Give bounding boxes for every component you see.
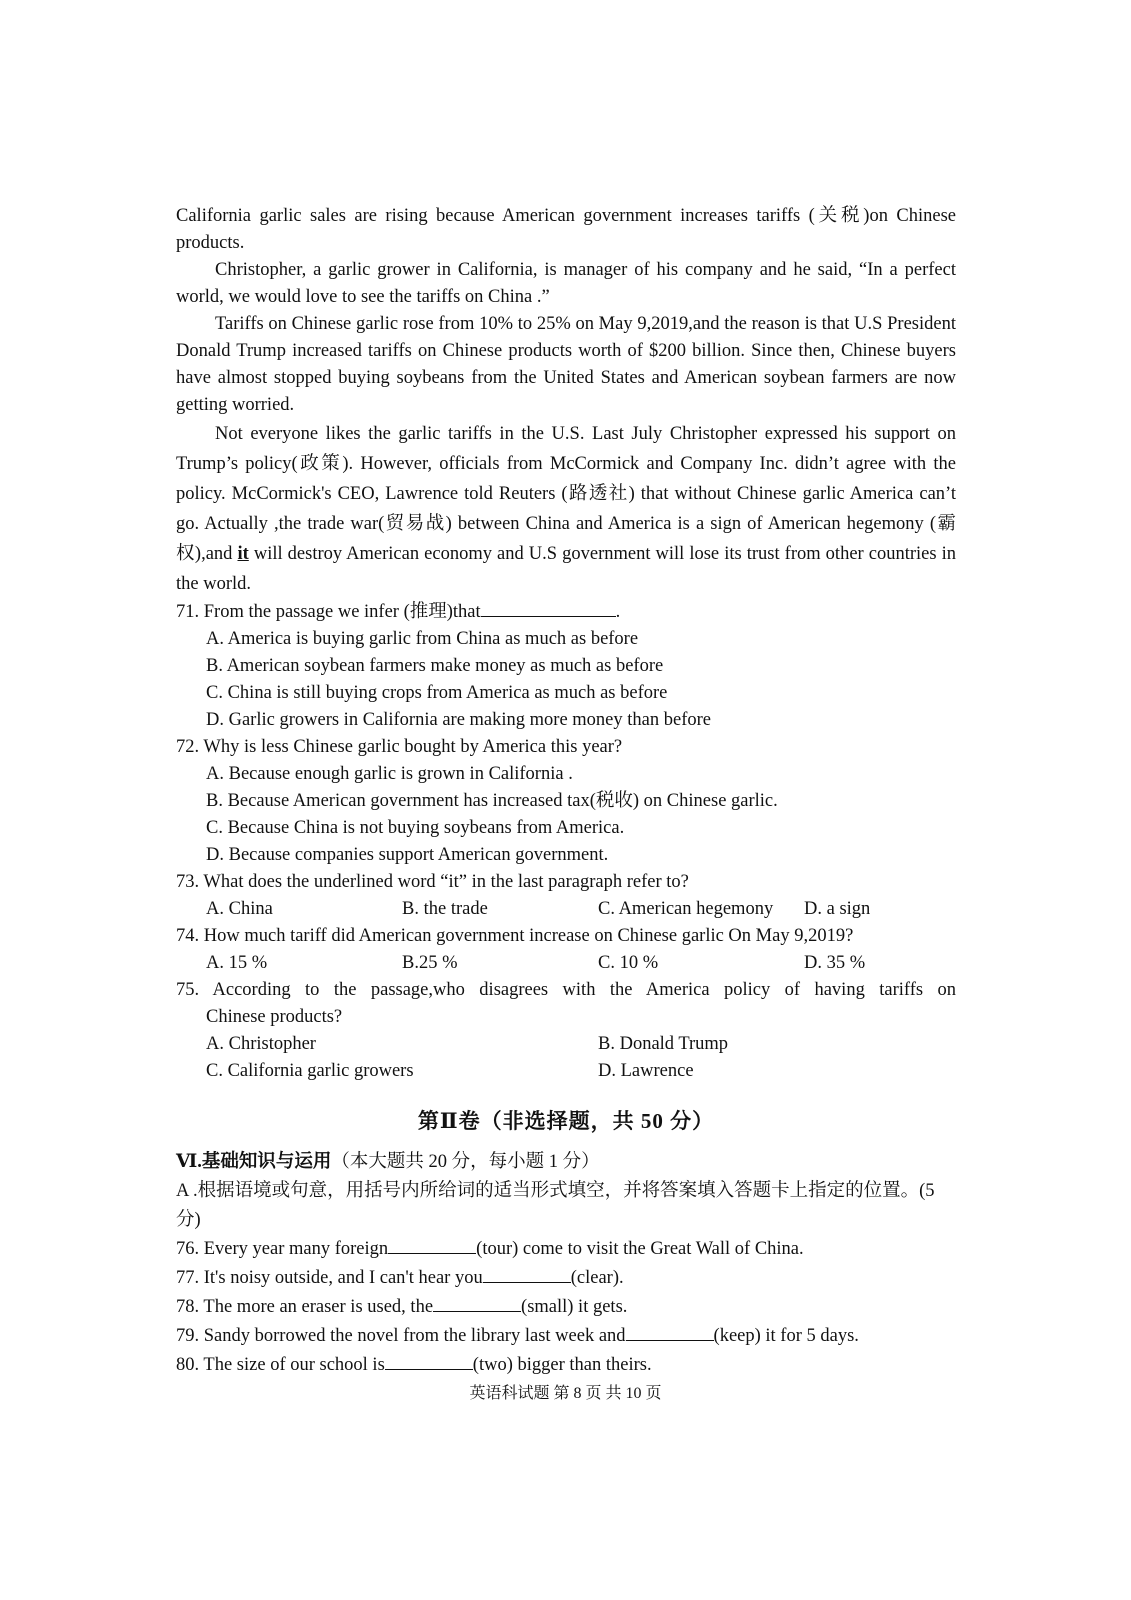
fill-question-80-text-a: 80. The size of our school is	[176, 1355, 385, 1375]
answer-blank	[388, 1236, 476, 1254]
question-71-option-a: A. America is buying garlic from China as much as before	[206, 629, 639, 649]
question-73-stem: 73. What does the underlined word “it” in the last paragraph refer to?	[176, 872, 689, 892]
question-73-options	[176, 896, 956, 923]
part-a-instruction: A .根据语境或句意，用括号内所给词的适当形式填空，并将答案填入答题卡上指定的位置。(5 分)	[176, 1181, 935, 1230]
question-75-options-row-2	[176, 1058, 956, 1085]
fill-question-77-text-a: 77. It's noisy outside, and I can't hear you	[176, 1268, 483, 1288]
question-73-option-d: D. a sign	[804, 899, 871, 919]
question-75-stem-line-2: Chinese products?	[206, 1007, 343, 1027]
question-71	[176, 599, 956, 734]
fill-question-78-text-a: 78. The more an eraser is used, the	[176, 1297, 434, 1317]
fill-question-77-text-b: (clear).	[570, 1268, 624, 1288]
answer-blank	[385, 1352, 473, 1370]
page-content	[176, 203, 956, 1380]
part-vi-heading-rest: （本大题共 20 分，每小题 1 分）	[331, 1152, 600, 1172]
answer-blank	[626, 1323, 714, 1341]
question-74-option-b: B.25 %	[402, 953, 458, 973]
question-71-stem-text: 71. From the passage we infer (推理)that	[176, 602, 481, 622]
question-73-option-a: A. China	[206, 899, 273, 919]
question-73	[176, 869, 956, 923]
answer-blank	[433, 1294, 521, 1312]
fill-question-78-text-b: (small) it gets.	[521, 1297, 628, 1317]
question-72-option-b: B. Because American government has increased tax(税收) on Chinese garlic.	[206, 791, 778, 811]
part-vi-heading	[176, 1148, 956, 1177]
question-74	[176, 923, 956, 977]
answer-blank	[481, 599, 616, 617]
fill-question-79	[176, 1322, 956, 1351]
fill-question-76	[176, 1235, 956, 1264]
question-72-option-a: A. Because enough garlic is grown in California .	[206, 764, 573, 784]
section-2-title: 第Ⅱ卷（非选择题，共 50 分）	[417, 1109, 715, 1133]
question-72-option-c: C. Because China is not buying soybeans from America.	[206, 818, 625, 838]
question-71-stem-end: .	[615, 602, 621, 622]
fill-question-80-text-b: (two) bigger than theirs.	[472, 1355, 652, 1375]
fill-question-76-text-b: (tour) come to visit the Great Wall of China.	[476, 1239, 804, 1259]
passage-paragraph-1: California garlic sales are rising because American government increases tariffs (关税)on Chinese products.	[176, 206, 956, 253]
question-74-option-c: C. 10 %	[598, 953, 659, 973]
question-73-option-b: B. the trade	[402, 899, 488, 919]
fill-question-76-text-a: 76. Every year many foreign	[176, 1239, 389, 1259]
passage-paragraph-4	[176, 419, 956, 599]
question-71-option-c: C. China is still buying crops from America as much as before	[206, 683, 668, 703]
question-71-option-b: B. American soybean farmers make money as much as before	[206, 656, 664, 676]
question-75	[176, 977, 956, 1085]
part-vi-heading-bold: Ⅵ.基础知识与运用	[176, 1152, 332, 1172]
question-75-option-a: A. Christopher	[206, 1034, 316, 1054]
fill-question-80	[176, 1351, 956, 1380]
question-74-options	[176, 950, 956, 977]
fill-question-79-text-b: (keep) it for 5 days.	[713, 1326, 859, 1346]
question-74-stem: 74. How much tariff did American government increase on Chinese garlic On May 9,2019?	[176, 926, 854, 946]
fill-question-79-text-a: 79. Sandy borrowed the novel from the library last week and	[176, 1326, 626, 1346]
question-72-stem: 72. Why is less Chinese garlic bought by America this year?	[176, 737, 623, 757]
question-73-option-c: C. American hegemony	[598, 899, 774, 919]
page-footer: 英语科试题 第 8 页 共 10 页	[469, 1385, 662, 1402]
question-74-option-a: A. 15 %	[206, 953, 268, 973]
question-75-option-c: C. California garlic growers	[206, 1061, 414, 1081]
question-75-options-row-1	[176, 1031, 956, 1058]
passage-paragraph-4-text-b: will destroy American economy and U.S government will lose its trust from other countries in the world.	[176, 544, 956, 594]
question-75-option-b: B. Donald Trump	[598, 1034, 729, 1054]
question-71-option-d: D. Garlic growers in California are making more money than before	[206, 710, 711, 730]
question-72	[176, 734, 956, 869]
question-74-option-d: D. 35 %	[804, 953, 866, 973]
question-75-stem-line-1: 75. According to the passage,who disagrees with the America policy of having tariffs on	[176, 980, 956, 1000]
fill-question-77	[176, 1264, 956, 1293]
question-75-option-d: D. Lawrence	[598, 1061, 694, 1081]
passage-paragraph-3: Tariffs on Chinese garlic rose from 10% to 25% on May 9,2019,and the reason is that U.S President Donald Trump increased tariffs on Chinese products worth of $200 billion. Since then, Chinese buyers have almost stopped buying soybeans from the United States and American soybean farmers are now getting worried.	[176, 314, 956, 415]
passage-paragraph-4-text-a: Not everyone likes the garlic tariffs in the U.S. Last July Christopher expressed his support on Trump’s policy(政策). However, officials from McCormick and Company Inc. didn’t agree with the policy. McCormick's CEO, Lawrence told Reuters (路透社) that without Chinese garlic America can’t go. Actually ,the trade war(贸易战) between China and America is a sign of American hegemony (霸权),and	[176, 424, 956, 564]
fill-question-78	[176, 1293, 956, 1322]
underlined-word-it: it	[237, 544, 249, 564]
question-71-stem	[176, 599, 956, 626]
answer-blank	[483, 1265, 571, 1283]
passage-paragraph-2: Christopher, a garlic grower in California, is manager of his company and he said, “In a perfect world, we would love to see the tariffs on China .”	[176, 260, 956, 307]
question-72-option-d: D. Because companies support American government.	[206, 845, 609, 865]
